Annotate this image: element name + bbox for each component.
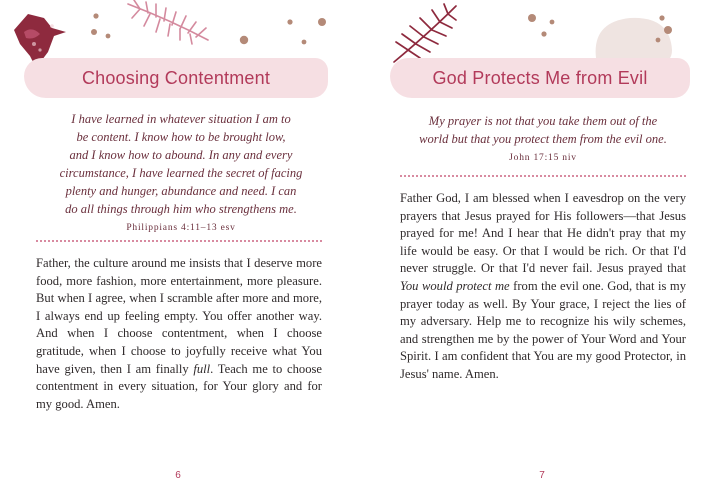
- right-page: [360, 0, 720, 504]
- devotional-body: [400, 190, 686, 384]
- page-number: 7: [539, 470, 545, 481]
- scripture-reference: Philippians 4:11–13 esv: [126, 223, 236, 233]
- verse-line: be content. I know how to be brought low,: [76, 130, 286, 144]
- verse-line: do all things through him who strengthens me.: [65, 202, 297, 216]
- dotted-divider: [36, 240, 322, 242]
- scripture-reference: John 17:15 niv: [509, 153, 577, 163]
- devotional-body: [36, 255, 322, 413]
- scripture-verse: [402, 112, 684, 167]
- verse-line: I have learned in whatever situation I am to: [71, 112, 291, 126]
- body-emphasis: full: [193, 361, 211, 376]
- leaf-icon: [394, 4, 456, 62]
- verse-line: world but that you protect them from the evil one.: [419, 132, 667, 146]
- verse-line: circumstance, I have learned the secret of facing: [59, 166, 303, 180]
- body-text: Father God, I am blessed when I eavesdrop on the very prayers that Jesus prayed for His followers—that Jesus prayed for me! And I hear that He didn't pray that my life would be easy. Or that I would be rich. Or that I'd never struggle. Or that I'd never fail. Jesus prayed that: [400, 191, 686, 276]
- body-text: from the evil one. God, that is my prayer today as well. By Your grace, I reject the lies of my adversary. Help me to recognize his wily schemes, and strengthen me by the power of Your Word and Your Spirit. I am confident that You are my good Protector, in Jesus' name. Amen.: [400, 278, 686, 381]
- verse-line: My prayer is not that you take them out of the: [428, 114, 658, 128]
- verse-line: plenty and hunger, abundance and need. I can: [65, 184, 297, 198]
- body-text: . Teach me to choose contentment in every situation, for Your glory and for my good. Amen.: [36, 361, 322, 411]
- body-text: Father, the culture around me insists that I deserve more food, more fashion, more entertainment, more pleasure. But when I agree, when I scramble after more and more, I always end up feeling empty. You offer another way. And when I choose contentment, when I choose gratitude, when I choose to joyfully receive what You have given, then I am finally: [36, 256, 322, 376]
- scripture-verse: [40, 110, 322, 237]
- leaf-icon: [128, 0, 208, 44]
- page-title: God Protects Me from Evil: [432, 68, 648, 88]
- dotted-divider: [400, 175, 686, 177]
- page-number: 6: [175, 470, 181, 481]
- title-band: [390, 58, 690, 98]
- page-title: Choosing Contentment: [81, 68, 271, 88]
- verse-line: and I know how to abound. In any and every: [69, 148, 293, 162]
- title-band: [24, 58, 328, 98]
- body-emphasis: You would protect me: [400, 278, 510, 293]
